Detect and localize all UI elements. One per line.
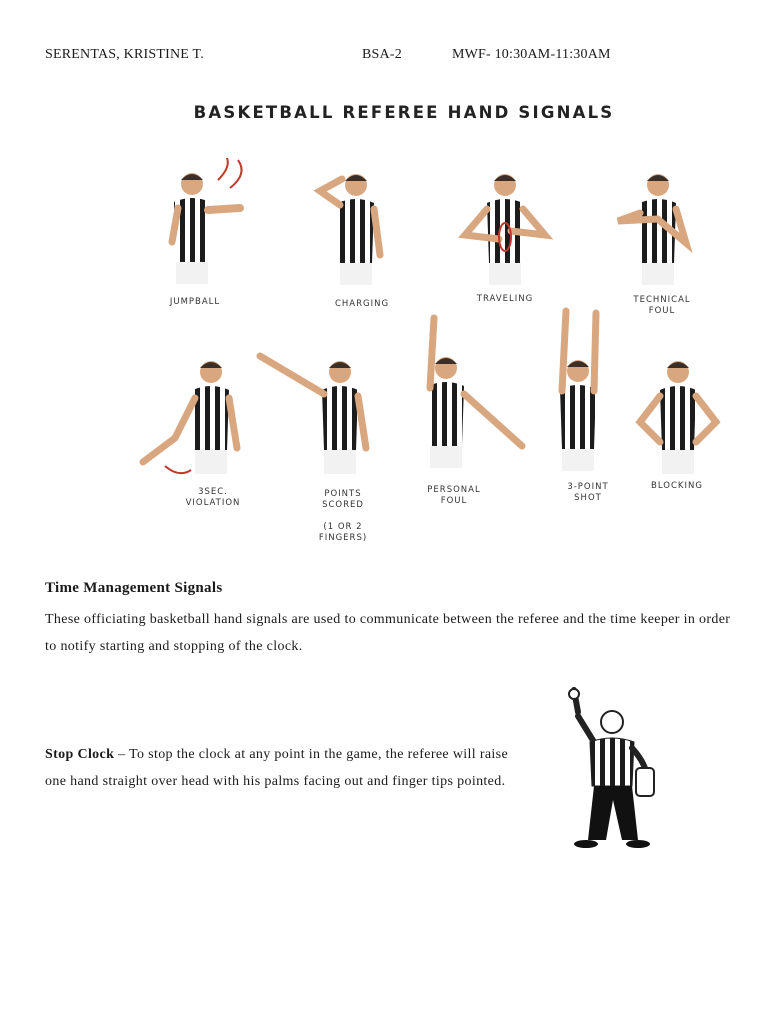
referee-personal-foul-figure [412,312,532,472]
caption-3sec-violation: 3SEC. VIOLATION [185,487,241,508]
referee-points-scored-figure [252,348,382,478]
referee-traveling-figure [455,165,555,295]
referee-charging-figure [310,165,410,295]
caption-3-point-shot: 3-POINT SHOT [567,482,609,503]
stop-clock-description: – To stop the clock at any point in the game, the referee will raise one hand straight over head with his palms facing out and finger tips pointed. [45,747,509,789]
caption-blocking: BLOCKING [651,481,703,491]
referee-stop-clock-figure [560,686,670,856]
section-title: Time Management Signals [45,580,223,596]
student-name: SERENTAS, KRISTINE T. [45,47,204,62]
caption-personal-foul: PERSONAL FOUL [427,485,481,506]
referee-technical-foul-figure [612,165,712,295]
caption-technical-foul: TECHNICAL FOUL [633,295,691,316]
caption-points-scored: POINTS SCORED (1 OR 2 FINGERS) [318,489,368,543]
stop-clock-term: Stop Clock [45,747,115,762]
caption-charging: CHARGING [334,299,390,309]
figure-title: BASKETBALL REFEREE HAND SIGNALS [193,103,615,122]
referee-jumpball-figure [160,158,260,288]
caption-traveling: TRAVELING [476,294,534,304]
stop-clock-paragraph [45,741,515,795]
intro-paragraph: These officiating basketball hand signals are used to communicate between the referee and the time keeper in order to notify starting and stopping of the clock. [45,612,731,654]
referee-blocking-figure [630,352,730,482]
caption-jumpball: JUMPBALL [169,297,221,307]
referee-3sec-violation-figure [135,352,255,482]
referee-3-point-shot-figure [540,305,620,475]
course-code: BSA-2 [362,47,402,62]
class-schedule: MWF- 10:30AM-11:30AM [452,47,611,62]
